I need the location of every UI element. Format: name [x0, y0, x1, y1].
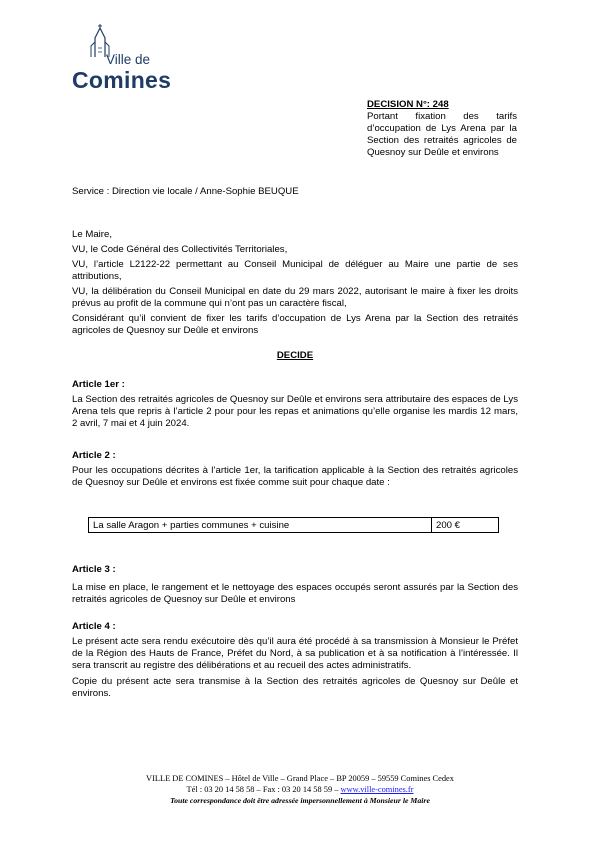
service-line: Service : Direction vie locale / Anne-Sophie BEUQUE: [72, 186, 299, 197]
vu-deliberation: VU, la délibération du Conseil Municipal en date du 29 mars 2022, autorisant le maire à fixer les droits prévus au profit de la commune qui n’ont pas un caractère fiscal,: [72, 286, 518, 309]
article-3: [72, 564, 518, 606]
article-2: [72, 450, 518, 489]
article-1: [72, 379, 518, 430]
decide-heading: DECIDE: [276, 350, 314, 361]
website-link[interactable]: www.ville-comines.fr: [340, 785, 414, 794]
article-3-text: La mise en place, le rangement et le nettoyage des espaces occupés seront assurés par la Section des retraités agricoles de Quesnoy sur Deûle et environs: [72, 582, 518, 605]
footer-note: Toute correspondance doit être adressée impersonnellement à Monsieur le Maire: [170, 796, 430, 805]
tarif-table: [88, 517, 499, 533]
vu-code: VU, le Code Général des Collectivités Territoriales,: [72, 244, 288, 255]
article-4-text: Le présent acte sera rendu exécutoire dès qu’il aura été procédé à sa transmission à Monsieur le Préfet de la Région des Hauts de France, Préfet du Nord, à sa publication et à sa notification à l’intéressée. Il sera transcrit au registre des délibérations et au recueil des actes administratifs.: [72, 636, 518, 671]
article-1-title: Article 1er :: [72, 379, 125, 390]
article-3-title: Article 3 :: [72, 564, 116, 575]
footer-address: VILLE DE COMINES – Hôtel de Ville – Grand Place – BP 20059 – 59559 Comines Cedex: [146, 774, 454, 783]
article-2-title: Article 2 :: [72, 450, 116, 461]
considerant: Considérant qu’il convient de fixer les tarifs d’occupation de Lys Arena par la Section des retraités agricoles de Quesnoy sur Deûle et environs: [72, 313, 518, 336]
logo-name-text: Comines: [72, 67, 172, 93]
vu-article: VU, l’article L2122-22 permettant au Conseil Municipal de déléguer au Maire une partie de ses attributions,: [72, 259, 518, 282]
article-1-text: La Section des retraités agricoles de Quesnoy sur Deûle et environs sera attributaire des espaces de Lys Arena tels que repris à l’article 2 pour pour les repas et animations qu’elle organise les mardis 12 mars, 2 avril, 7 mai et 4 juin 2024.: [72, 394, 518, 429]
article-2-text: Pour les occupations décrites à l’article 1er, la tarification applicable à la Section des retraités agricoles de Quesnoy sur Deûle et environs est fixée comme suit pour chaque date :: [72, 465, 518, 488]
decision-header: [367, 99, 517, 159]
comines-logo: [72, 24, 182, 94]
table-row: [89, 518, 499, 533]
footer: [60, 773, 540, 806]
footer-contact: [60, 784, 540, 795]
tarif-label: La salle Aragon + parties communes + cuisine: [89, 518, 432, 533]
article-4-title: Article 4 :: [72, 621, 116, 632]
decision-subject: Portant fixation des tarifs d’occupation de Lys Arena par la Section des retraités agricoles de Quesnoy sur Deûle et environs: [367, 111, 517, 158]
logo-ville-text: Ville de: [106, 52, 151, 67]
tarif-price: 200 €: [432, 518, 499, 533]
article-4-copy: Copie du présent acte sera transmise à la Section des retraités agricoles de Quesnoy sur Deûle et environs.: [72, 676, 518, 699]
decision-number: DECISION N°: 248: [367, 99, 449, 110]
maire-line: Le Maire,: [72, 229, 112, 240]
article-4: [72, 621, 518, 700]
preamble: [72, 229, 518, 337]
footer-phone: Tél : 03 20 14 58 58 – Fax : 03 20 14 58 59 –: [186, 785, 341, 794]
